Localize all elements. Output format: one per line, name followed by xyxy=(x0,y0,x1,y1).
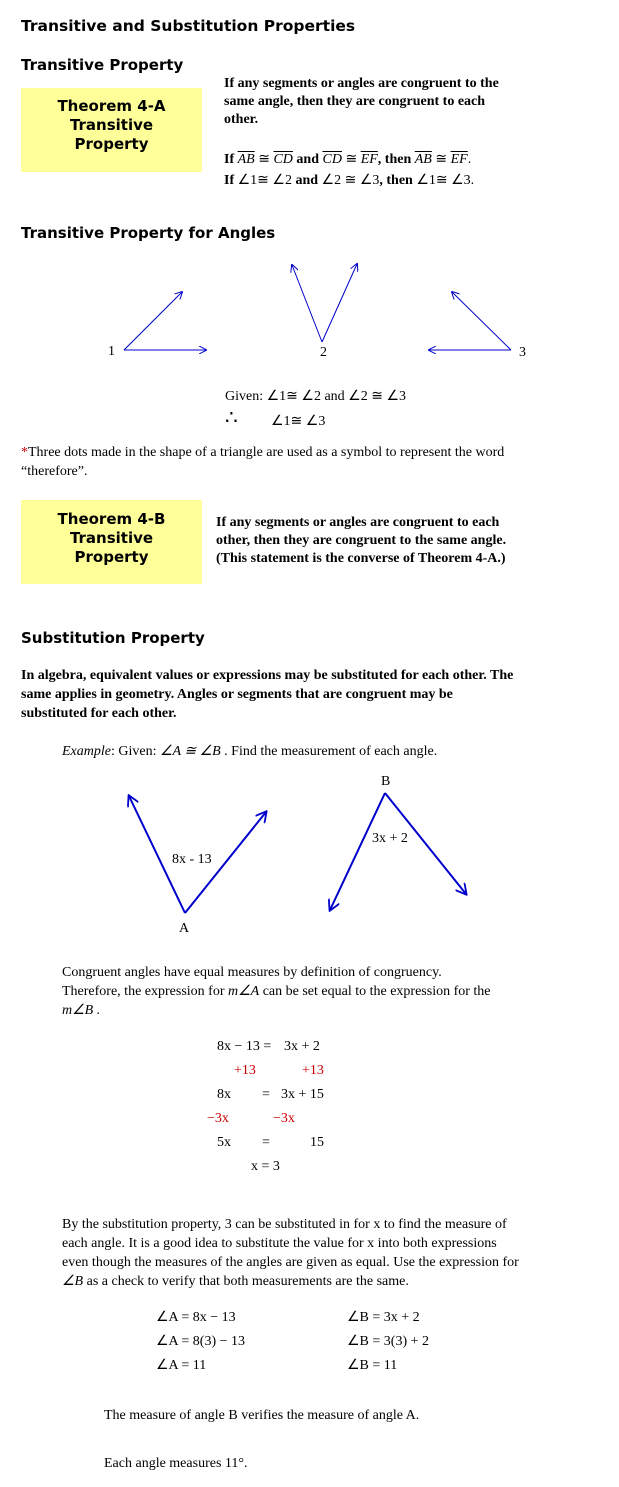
seg-and: and xyxy=(296,152,319,167)
given-expr1: ∠1≅ ∠2 xyxy=(266,389,321,404)
solve-row1-right: 3x + 2 xyxy=(284,1039,320,1054)
given-and: and xyxy=(324,389,345,404)
sub-line-1: By the substitution property, 3 can be substituted in for x to find the measure of xyxy=(62,1217,507,1232)
given-label: Given: xyxy=(225,389,264,404)
solve-row6: x = 3 xyxy=(251,1159,280,1174)
theorem-4b-title: Theorem 4-B xyxy=(57,510,166,528)
calc-b3: ∠B = 11 xyxy=(347,1358,398,1373)
angleB-measure: 3x + 2 xyxy=(372,831,408,846)
congruent-line-2 xyxy=(62,983,491,1001)
solve-row4-left: −3x xyxy=(207,1111,229,1126)
therefore-expr: ∠1≅ ∠3 xyxy=(271,414,326,429)
ang-and: and xyxy=(295,173,319,188)
angle3-ray-up xyxy=(452,292,511,350)
congruent-line-2a: Therefore, the expression for xyxy=(62,984,225,999)
seg-end: . xyxy=(467,152,472,167)
given-line xyxy=(225,388,406,406)
calc-b1: ∠B = 3x + 2 xyxy=(347,1310,420,1325)
example-line xyxy=(62,743,437,761)
solve-row2-right: +13 xyxy=(302,1063,324,1078)
angle2-ray-right xyxy=(322,264,357,342)
angle3-label: 3 xyxy=(519,345,526,360)
seg-cong3: ≅ xyxy=(435,152,448,167)
seg-if: If xyxy=(224,152,235,167)
sub-line-3: even though the measures of the angles are given as equal. Use the expression for xyxy=(62,1255,519,1270)
ang-p1: ∠1≅ ∠2 xyxy=(237,173,292,188)
angle2-label: 2 xyxy=(320,345,327,360)
angleB-ray-left xyxy=(330,793,385,910)
solve-row4-right: −3x xyxy=(273,1111,295,1126)
solve-row5-left: 5x xyxy=(217,1135,231,1150)
theorem-4b-box xyxy=(21,500,202,584)
theorem-4a-line2: Transitive xyxy=(69,116,154,134)
seg-ab2: $\overline{AB}$ xyxy=(414,152,432,167)
example-label: Example xyxy=(62,744,111,759)
solve-row5-right: 15 xyxy=(310,1135,324,1150)
angle1-ray-up xyxy=(124,292,182,350)
congruent-line-2b: can be set equal to the expression for the xyxy=(262,984,491,999)
example-expr: ∠A ≅ ∠B xyxy=(159,744,221,759)
seg-ef2: $\overline{EF}$ xyxy=(450,152,468,167)
seg-cd2: $\overline{CD}$ xyxy=(322,152,342,167)
theorem-4b-statement-2: other, then they are congruent to the same angle. xyxy=(216,533,507,548)
therefore-symbol: ∴ xyxy=(225,407,238,429)
angles-heading: Transitive Property for Angles xyxy=(21,224,276,242)
therefore-note-2: “therefore”. xyxy=(21,464,88,479)
angleA-measure: 8x - 13 xyxy=(172,852,212,867)
seg-cong1: ≅ xyxy=(258,152,270,167)
angle2-ray-left xyxy=(292,265,322,342)
therefore-note-1 xyxy=(21,444,504,462)
solve-row2-left: +13 xyxy=(234,1063,256,1078)
theorem-4b-statement-3: (This statement is the converse of Theorem 4-A.) xyxy=(216,551,506,566)
note-star: * xyxy=(21,445,28,460)
verify-text: The measure of angle B verifies the measure of angle A. xyxy=(104,1408,420,1423)
sub-line-4-text: as a check to verify that both measurements are the same. xyxy=(86,1274,409,1289)
theorem-4a-line3: Property xyxy=(74,135,149,153)
given-expr2: ∠2 ≅ ∠3 xyxy=(348,389,407,404)
calc-a3: ∠A = 11 xyxy=(156,1358,207,1373)
solve-row3-left: 8x xyxy=(217,1087,231,1102)
seg-then: , then xyxy=(377,152,412,167)
seg-cong2: ≅ xyxy=(345,152,358,167)
theorem-4a-statement-3: other. xyxy=(224,112,259,127)
transitive-heading: Transitive Property xyxy=(21,56,184,74)
angle1-label: 1 xyxy=(108,344,115,359)
theorem-4b-statement-1: If any segments or angles are congruent to each xyxy=(216,515,500,530)
sub-line-2: each angle. It is a good idea to substitute the value for x into both expressions xyxy=(62,1236,497,1251)
substitution-intro-3: substituted for each other. xyxy=(21,706,177,721)
seg-ef: $\overline{EF}$ xyxy=(360,152,378,167)
ang-then: , then xyxy=(379,173,413,188)
theorem-4a-title: Theorem 4-A xyxy=(57,97,166,115)
sub-line-4-expr: ∠B xyxy=(62,1274,84,1289)
example-text: : Given: xyxy=(110,744,157,759)
substitution-intro-2: same applies in geometry. Angles or segments that are congruent may be xyxy=(21,687,453,702)
sub-line-4 xyxy=(62,1273,409,1291)
theorem-4a-statement-2: same angle, then they are congruent to each xyxy=(224,94,486,109)
congruent-line-1: Congruent angles have equal measures by definition of congruency. xyxy=(62,965,442,980)
substitution-heading: Substitution Property xyxy=(21,629,205,647)
calc-a2: ∠A = 8(3) − 13 xyxy=(156,1334,246,1349)
theorem-4a-statement-1: If any segments or angles are congruent to the xyxy=(224,76,499,91)
page-title: Transitive and Substitution Properties xyxy=(21,17,356,35)
example-rest: . Find the measurement of each angle. xyxy=(224,744,438,759)
solve-row3-right: 3x + 15 xyxy=(281,1087,324,1102)
solve-row5-mid: = xyxy=(262,1135,270,1150)
substitution-intro-1: In algebra, equivalent values or expressions may be substituted for each other. The xyxy=(21,668,514,683)
solve-row3-mid: = xyxy=(262,1087,270,1102)
seg-cd: $\overline{CD}$ xyxy=(273,152,293,167)
conclusion-text: Each angle measures 11°. xyxy=(104,1456,248,1471)
theorem-4b-line3: Property xyxy=(74,548,149,566)
theorem-4b-line2: Transitive xyxy=(69,529,154,547)
seg-ab: $\overline{AB}$ xyxy=(237,152,255,167)
calc-a1: ∠A = 8x − 13 xyxy=(156,1310,236,1325)
congruent-expr: m∠A xyxy=(227,984,260,999)
angleA-label: A xyxy=(179,921,190,936)
ang-if: If xyxy=(224,173,235,188)
angleB-label: B xyxy=(381,774,391,789)
note-text-1: Three dots made in the shape of a triangle are used as a symbol to represent the word xyxy=(28,445,505,460)
solve-row1-left: 8x − 13 = xyxy=(217,1039,272,1054)
calc-b2: ∠B = 3(3) + 2 xyxy=(347,1334,430,1349)
ang-p2: ∠2 ≅ ∠3 xyxy=(321,173,380,188)
ang-p3: ∠1≅ ∠3. xyxy=(416,173,475,188)
congruent-line-3: m∠B . xyxy=(62,1003,101,1018)
